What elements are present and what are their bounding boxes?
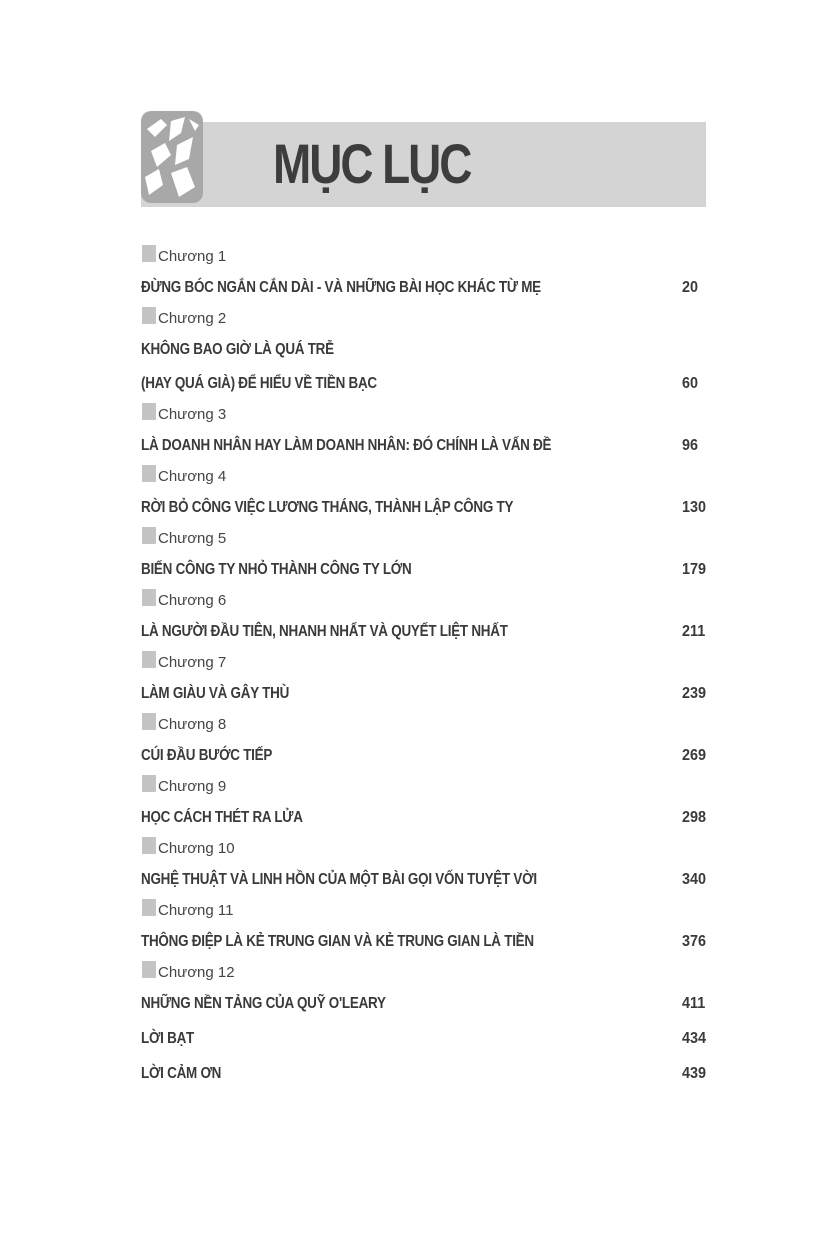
toc-entry[interactable] [141,553,711,587]
chapter-label-text: Chương 4 [158,468,227,485]
square-marker-icon [142,961,156,978]
toc-entry[interactable] [141,367,711,401]
chapter-label [141,897,711,925]
entry-title: HỌC CÁCH THÉT RA LỬA [141,809,303,826]
chapter-label-text: Chương 3 [158,406,227,423]
chapter-label [141,711,711,739]
entry-title: NHỮNG NỀN TẢNG CỦA QUỸ O'LEARY [141,995,386,1012]
entry-page-number: 434 [682,1030,707,1047]
toc-entry[interactable] [141,615,711,649]
entry-page-number: 439 [682,1065,707,1082]
chapter-label-text: Chương 9 [158,778,227,795]
chapter-label [141,401,711,429]
entry-title: LÀM GIÀU VÀ GÂY THÙ [141,685,290,702]
chapter-label-text: Chương 7 [158,654,227,671]
square-marker-icon [142,899,156,916]
toc-entry[interactable] [141,739,711,773]
entry-title: NGHỆ THUẬT VÀ LINH HỒN CỦA MỘT BÀI GỌI VỐN TUYỆT VỜI [141,871,537,888]
toc-entry[interactable] [141,801,711,835]
toc-entry[interactable] [141,987,711,1021]
entry-page-number: 211 [682,623,706,640]
toc-entry[interactable] [141,1021,711,1056]
entry-title: LỜI CẢM ƠN [141,1065,222,1082]
entry-title: (HAY QUÁ GIÀ) ĐỂ HIỂU VỀ TIỀN BẠC [141,375,377,392]
entry-title: LỜI BẠT [141,1030,195,1047]
chapter-label-text: Chương 6 [158,592,227,609]
toc-entry[interactable] [141,271,711,305]
chapter-label [141,587,711,615]
toc-entry[interactable] [141,863,711,897]
toc-entry[interactable] [141,491,711,525]
square-marker-icon [142,245,156,262]
chapter-label [141,243,711,271]
square-marker-icon [142,403,156,420]
table-of-contents [141,243,711,1091]
entry-title: CÚI ĐẦU BƯỚC TIẾP [141,747,273,764]
entry-page-number: 298 [682,809,707,826]
entry-page-number: 411 [682,995,706,1012]
toc-entry[interactable] [141,429,711,463]
entry-title: KHÔNG BAO GIỜ LÀ QUÁ TRỄ [141,341,334,358]
chapter-label [141,525,711,553]
toc-entry[interactable] [141,925,711,959]
entry-page-number: 269 [682,747,707,764]
entry-title: LÀ NGƯỜI ĐẦU TIÊN, NHANH NHẤT VÀ QUYẾT LIỆT NHẤT [141,623,508,640]
square-marker-icon [142,775,156,792]
chapter-label-text: Chương 10 [158,840,235,857]
entry-title: ĐỪNG BÓC NGẮN CẮN DÀI - VÀ NHỮNG BÀI HỌC KHÁC TỪ MẸ [141,279,541,296]
chapter-label [141,305,711,333]
entry-page-number: 20 [682,279,699,296]
chapter-label-text: Chương 5 [158,530,227,547]
entry-page-number: 376 [682,933,707,950]
square-marker-icon [142,307,156,324]
square-marker-icon [142,713,156,730]
chapter-label-text: Chương 1 [158,248,227,265]
chapter-label-text: Chương 11 [158,902,234,919]
decorative-emblem-icon [141,111,203,203]
chapter-label [141,835,711,863]
chapter-label [141,649,711,677]
entry-page-number: 239 [682,685,707,702]
chapter-label [141,773,711,801]
square-marker-icon [142,465,156,482]
square-marker-icon [142,651,156,668]
entry-page-number: 179 [682,561,707,578]
entry-page-number: 340 [682,871,707,888]
chapter-label [141,959,711,987]
entry-page-number: 96 [682,437,699,454]
square-marker-icon [142,589,156,606]
page-title: MỤC LỤC [273,132,471,195]
entry-title: LÀ DOANH NHÂN HAY LÀM DOANH NHÂN: ĐÓ CHÍNH LÀ VẤN ĐỀ [141,437,552,454]
entry-title: BIẾN CÔNG TY NHỎ THÀNH CÔNG TY LỚN [141,561,412,578]
square-marker-icon [142,527,156,544]
entry-page-number: 60 [682,375,699,392]
entry-title: RỜI BỎ CÔNG VIỆC LƯƠNG THÁNG, THÀNH LẬP CÔNG TY [141,499,514,516]
toc-entry[interactable] [141,333,711,367]
toc-entry[interactable] [141,677,711,711]
square-marker-icon [142,837,156,854]
chapter-label-text: Chương 2 [158,310,227,327]
entry-title: THÔNG ĐIỆP LÀ KẺ TRUNG GIAN VÀ KẺ TRUNG GIAN LÀ TIỀN [141,933,534,950]
chapter-label-text: Chương 8 [158,716,227,733]
chapter-label [141,463,711,491]
chapter-label-text: Chương 12 [158,964,235,981]
entry-page-number: 130 [682,499,707,516]
toc-entry[interactable] [141,1056,711,1091]
